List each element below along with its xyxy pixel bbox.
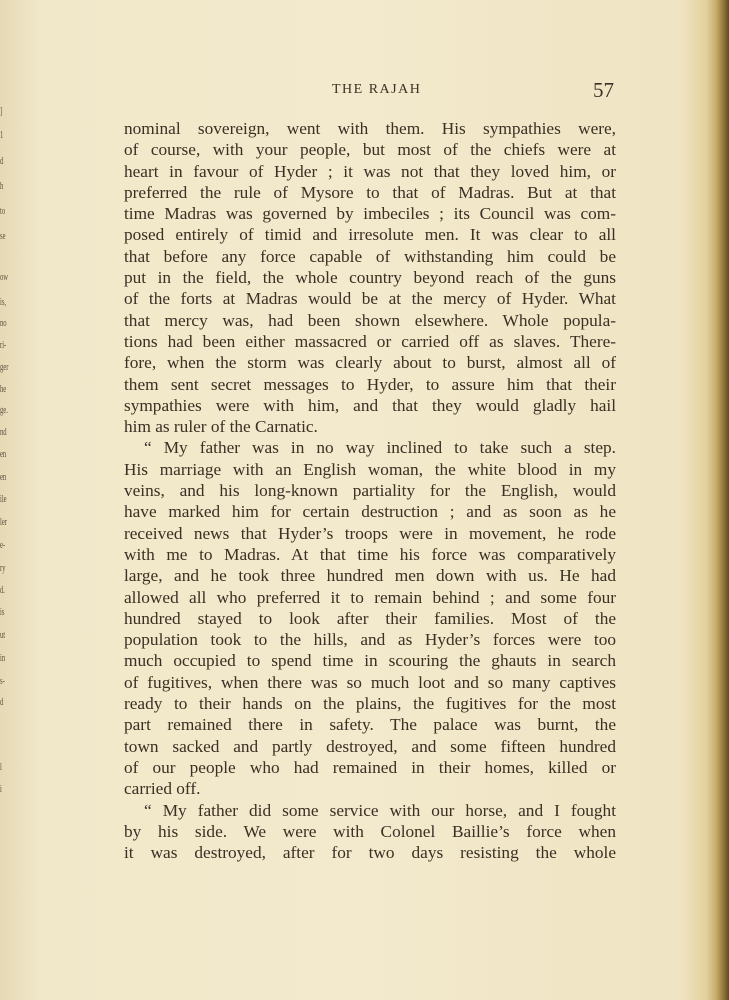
edge-fragment: h [0,180,4,192]
edge-fragment: he [0,383,7,395]
edge-fragment: d. [0,584,5,596]
edge-fragment: to [0,205,6,217]
body-text [124,118,616,863]
edge-fragment: ile [0,493,7,505]
edge-fragment: ow [0,271,9,283]
page-header [124,80,616,106]
text-line: large, and he took three hundred men down with us. He had [124,566,616,586]
edge-fragment: d [0,696,4,708]
edge-fragment: nd [0,426,7,438]
text-line: of course, with your people, but most of the chiefs were at [124,140,616,160]
text-line: of the forts at Madras would be at the mercy of Hyder. What [124,289,616,309]
text-line: hundred stayed to look after their families. Most of the [124,608,616,628]
edge-fragment: no [0,317,7,329]
text-line: heart in favour of Hyder ; it was not that they loved him, or [124,161,616,181]
edge-fragment: ri- [0,339,7,351]
text-line: time Madras was governed by imbeciles ; its Council was com- [124,204,616,224]
text-line: him as ruler of the Carnatic. [124,417,318,437]
page-number: 57 [593,78,614,102]
text-line: have marked him for certain destruction ; and as soon as he [124,502,616,522]
text-line: veins, and his long-known partiality for the English, would [124,481,616,501]
text-line: nominal sovereign, went with them. His sympathies were, [124,119,616,138]
edge-fragment: s- [0,675,5,687]
edge-fragment: ] [0,105,3,117]
text-line: with me to Madras. At that time his force was comparatively [124,544,616,564]
edge-fragment: 1 [0,129,4,141]
edge-fragment: i [0,783,2,795]
running-title: THE RAJAH [332,82,422,97]
text-line: that mercy was, had been shown elsewhere. Whole popula- [124,310,616,330]
text-line: allowed all who preferred it to remain behind ; and some four [124,587,616,607]
text-line: put in the field, the whole country beyond reach of the guns [124,268,616,288]
text-line: of our people who had remained in their homes, killed or [124,757,616,777]
text-line: tions had been either massacred or carried off as slaves. There- [124,331,616,351]
text-line: population took to the hills, and as Hyder’s forces were too [124,630,616,650]
edge-fragment: se [0,230,6,242]
text-line: posed entirely of timid and irresolute men. It was clear to all [124,225,616,245]
edge-fragment: ut [0,629,6,641]
text-line: carried off. [124,779,201,799]
text-line: that before any force capable of withstanding him could be [124,246,616,266]
edge-fragment: ger [0,361,9,373]
text-line: fore, when the storm was clearly about to burst, almost all of [124,353,616,373]
text-line: ready to their hands on the plains, the fugitives for the most [124,694,616,714]
edge-fragment: l [0,761,2,773]
text-line: much occupied to spend time in scouring the ghauts in search [124,651,616,671]
edge-fragment: e- [0,539,6,551]
text-line: sympathies were with him, and that they would gladly hail [124,395,616,415]
text-line: part remained there in safety. The palace was burnt, the [124,715,616,735]
edge-fragment: is, [0,296,7,308]
edge-fragment: ry [0,562,6,574]
edge-fragment: ge. [0,404,8,416]
text-line: them sent secret messages to Hyder, to assure him that their [124,374,616,394]
text-line: by his side. We were with Colonel Baillie’s force when [124,821,616,841]
text-line: of fugitives, when there was so much loot and so many captives [124,672,616,692]
edge-fragment: d [0,155,4,167]
edge-fragment: ler [0,516,7,528]
edge-fragment: en [0,448,7,460]
text-line: town sacked and partly destroyed, and some fifteen hundred [124,736,616,756]
text-line: His marriage with an English woman, the white blood in my [124,459,616,479]
text-line: received news that Hyder’s troops were in movement, he rode [124,523,616,543]
text-line: “ My father was in no way inclined to take such a step. [144,438,616,458]
text-line: it was destroyed, after for two days resisting the whole [124,843,616,863]
edge-fragment: is [0,606,5,618]
edge-fragment: in [0,652,6,664]
text-line: preferred the rule of Mysore to that of Madras. But at that [124,182,616,202]
text-line: “ My father did some service with our horse, and I fought [144,800,616,820]
edge-fragment: en [0,471,7,483]
